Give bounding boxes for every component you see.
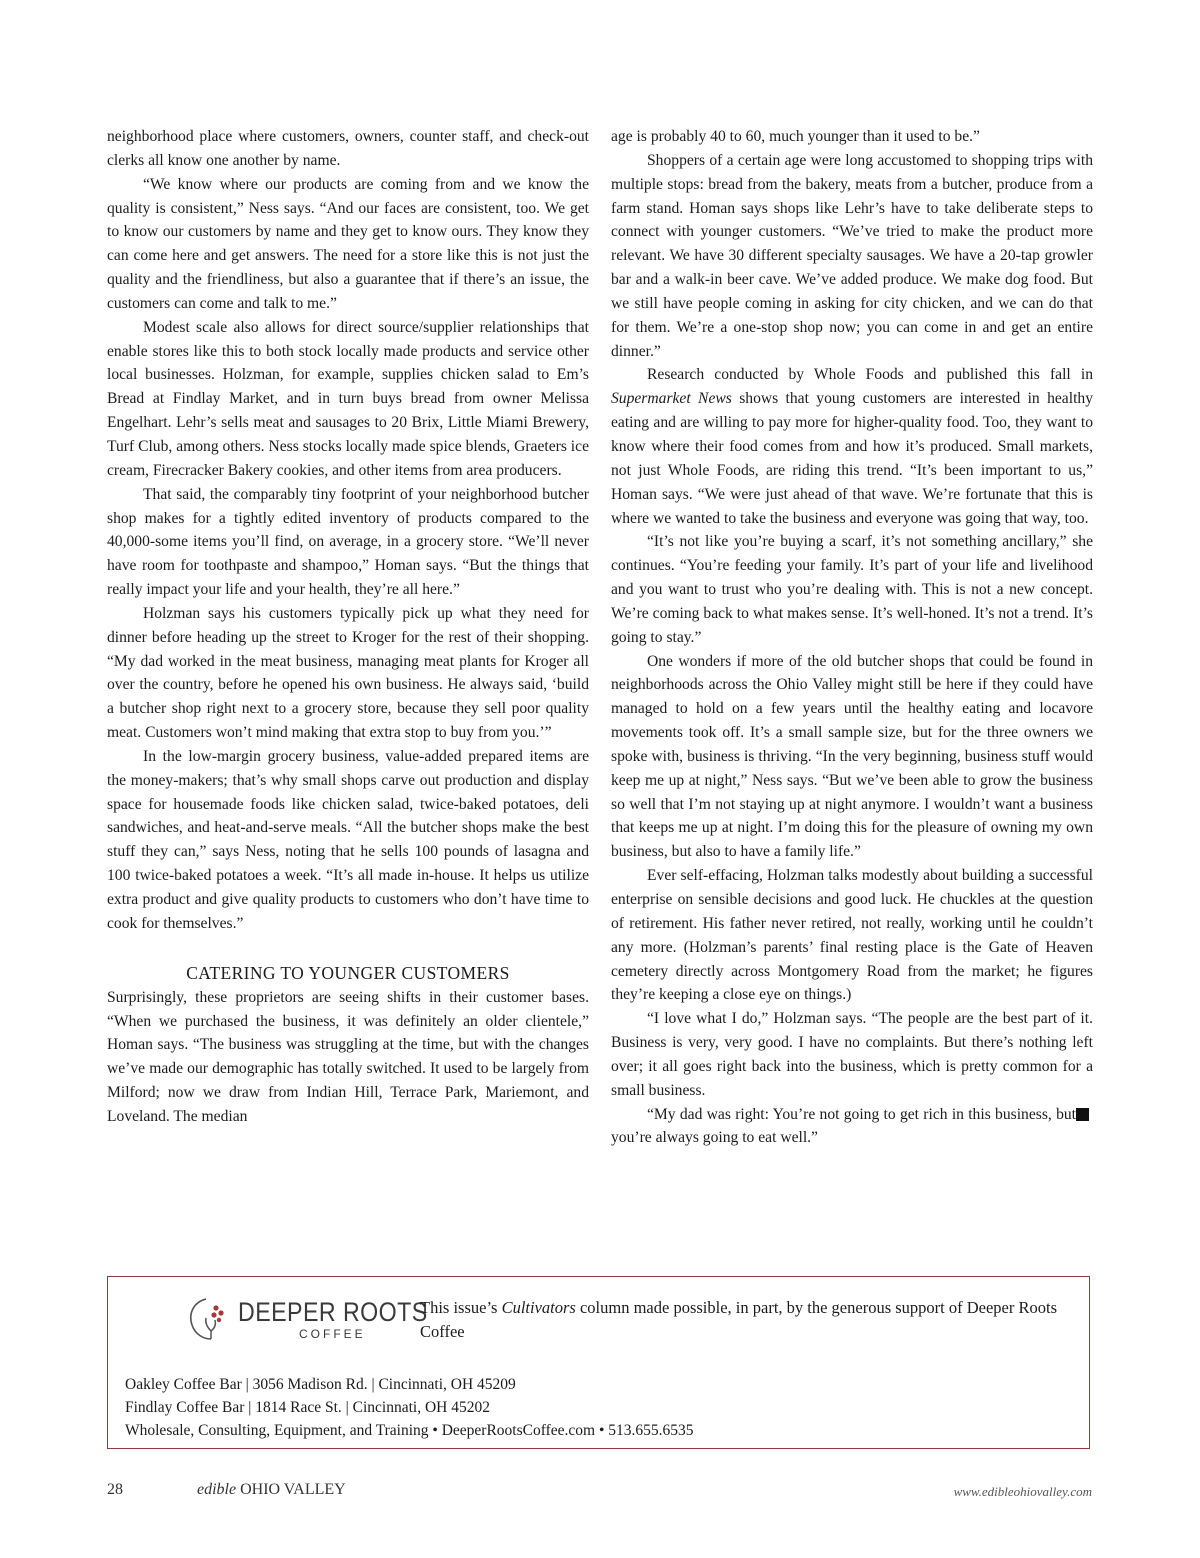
paragraph [611,1103,1093,1151]
research-text: Research conducted by Whole Foods and published this fall in [647,366,1093,384]
right-column [611,125,1093,1150]
coffee-tree-icon [186,1293,236,1347]
magazine-title-name: OHIO VALLEY [236,1481,346,1498]
logo-subtitle: COFFEE [299,1327,366,1341]
paragraph: “We know where our products are coming from and we know the quality is consistent,” Ness says. “And our faces are consistent, too. We get to know our customers by name and they get to know ours. They know they can come here and get answers. The need for a store like this is not just the quality and the friendliness, but also a guarantee that if there’s an issue, the customers can come and talk to me.” [107,175,589,312]
magazine-title-italic: edible [197,1481,237,1498]
left-column [107,125,589,1129]
research-text: shows that young customers are interested in healthy eating and are willing to pay more for higher-quality food. Too, they want to know where their food comes from and how it’s produced. Small markets, not just Whole Foods, are riding this trend. “It’s been important to us,” Homan says. “We were just ahead of that wave. We’re fortunate that this is where we wanted to take the business and everyone was going that way, too. [611,390,1093,527]
paragraph: “It’s not like you’re buying a scarf, it’s not something ancillary,” she continues. “You’re feeding your family. It’s part of your life and livelihood and you want to trust who you’re dealing with. This is not a new concept. We’re coming back to what makes sense. It’s well-honed. It’s not a trend. It’s going to stay.” [611,533,1093,646]
support-note [420,1296,1070,1344]
sponsor-box [107,1276,1090,1449]
paragraph: Ever self-effacing, Holzman talks modestly about building a successful enterprise on sensible decisions and good luck. He chuckles at the question of retirement. His father never retired, not really, working until he couldn’t any more. (Holzman’s parents’ final resting place is the Gate of Heaven cemetery directly across Montgomery Road from the market; he figures they’re keeping a close eye on things.) [611,867,1093,1004]
paragraph: One wonders if more of the old butcher shops that could be found in neighborhoods across the Ohio Valley might still be here if they could have managed to hold on a few years until the healthy eating and locavore movements took off. It’s a small sample size, but for the three owners we spoke with, business is thriving. “In the very beginning, business stuff would keep me up at night,” Ness says. “But we’ve been able to grow the business so well that I’m not staying up at night anymore. I wouldn’t want a business that keeps me up at night. I’m doing this for the pleasure of owning my own business, but also to have a family life.” [611,652,1093,861]
paragraph: Shoppers of a certain age were long accustomed to shopping trips with multiple stops: bread from the bakery, meats from a butcher, produce from a farm stand. Homan says shops like Lehr’s have to take deliberate steps to connect with younger customers. “We’ve tried to make the product more relevant. We have 30 different specialty sausages. We have a 20-tap growler bar and a walk-in beer cave. We’ve added produce. We make dog food. But we still have people coming in asking for city chicken, and we can do that for them. We’re a one-stop shop now; you can come in and get an entire dinner.” [611,151,1093,360]
website-link[interactable]: www.edibleohiovalley.com [953,1484,1092,1499]
address-line: Findlay Coffee Bar | 1814 Race St. | Cincinnati, OH 45202 [125,1399,490,1416]
logo-name: DEEPER ROOTS [238,1297,428,1327]
paragraph: age is probably 40 to 60, much younger than it used to be.” [611,128,980,145]
paragraph: Holzman says his customers typically pick up what they need for dinner before heading up the street to Kroger for the rest of their shopping. “My dad worked in the meat business, managing meat plants for Kroger all over the country, before he opened his own business. He always said, ‘build a butcher shop right next to a grocery store, because they sell poor quality meat. Customers won’t mind making that extra stop to buy from you.’” [107,604,589,742]
paragraph: Surprisingly, these proprietors are seeing shifts in their customer bases. “When we purchased the business, it was definitely an older clientele,” Homan says. “The business was struggling at the time, but with the changes we’ve made our demographic has totally switched. It used to be largely from Milford; now we draw from Indian Hill, Terrace Park, Mariemont, and Loveland. The median [107,988,589,1125]
support-text: This issue’s [420,1298,502,1317]
deeper-roots-logo [186,1293,428,1347]
closing-text: “My dad was right: You’re not going to get rich in this business, but you’re always going to eat well.” [611,1105,1076,1147]
paragraph: neighborhood place where customers, owners, counter staff, and check-out clerks all know one another by name. [107,128,589,169]
contact-line: Wholesale, Consulting, Equipment, and Training • DeeperRootsCoffee.com • 513.655.6535 [125,1422,694,1439]
paragraph [611,363,1093,530]
end-mark-icon [1076,1108,1089,1121]
paragraph: That said, the comparably tiny footprint of your neighborhood butcher shop makes for a tightly edited inventory of products compared to the 40,000-some items you’ll find, on average, in a grocery store. “We’ll never have room for toothpaste and shampoo,” Homan says. “But the things that really impact your life and your health, they’re all here.” [107,485,589,599]
paragraph: In the low-margin grocery business, value-added prepared items are the money-makers; that’s why small shops carve out production and display space for housemade foods like chicken salad, twice-baked potatoes, deli sandwiches, and heat-and-serve meals. “All the butcher shops make the best stuff they can,” says Ness, noting that he sells 100 pounds of lasagna and 100 twice-baked potatoes a week. “It’s all made in-house. It helps us utilize extra product and give quality products to customers who don’t have time to cook for themselves.” [107,747,589,932]
column-name: Cultivators [501,1298,576,1317]
section-heading: CATERING TO YOUNGER CUSTOMERS [186,962,510,983]
paragraph: “I love what I do,” Holzman says. “The people are the best part of it. Business is very, very good. I have no complaints. But there’s nothing left over; it all goes right back into the business, which is pretty common for a small business. [611,1010,1093,1099]
magazine-title [197,1481,346,1499]
address-line: Oakley Coffee Bar | 3056 Madison Rd. | Cincinnati, OH 45209 [125,1376,516,1393]
publication-title: Supermarket News [611,390,732,408]
support-text: column made possible, in part, by the generous support of Deeper Roots Coffee [420,1298,1058,1341]
paragraph: Modest scale also allows for direct source/supplier relationships that enable stores like this to both stock locally made products and service other local businesses. Holzman, for example, supplies chicken salad to Em’s Bread at Findlay Market, and in turn buys bread from owner Melissa Engelhart. Lehr’s sells meat and sausages to 20 Brix, Little Miami Brewery, Turf Club, among others. Ness stocks locally made spice blends, Graeters ice cream, Firecracker Bakery cookies, and other items from area producers. [107,318,589,479]
page-number: 28 [107,1481,123,1498]
